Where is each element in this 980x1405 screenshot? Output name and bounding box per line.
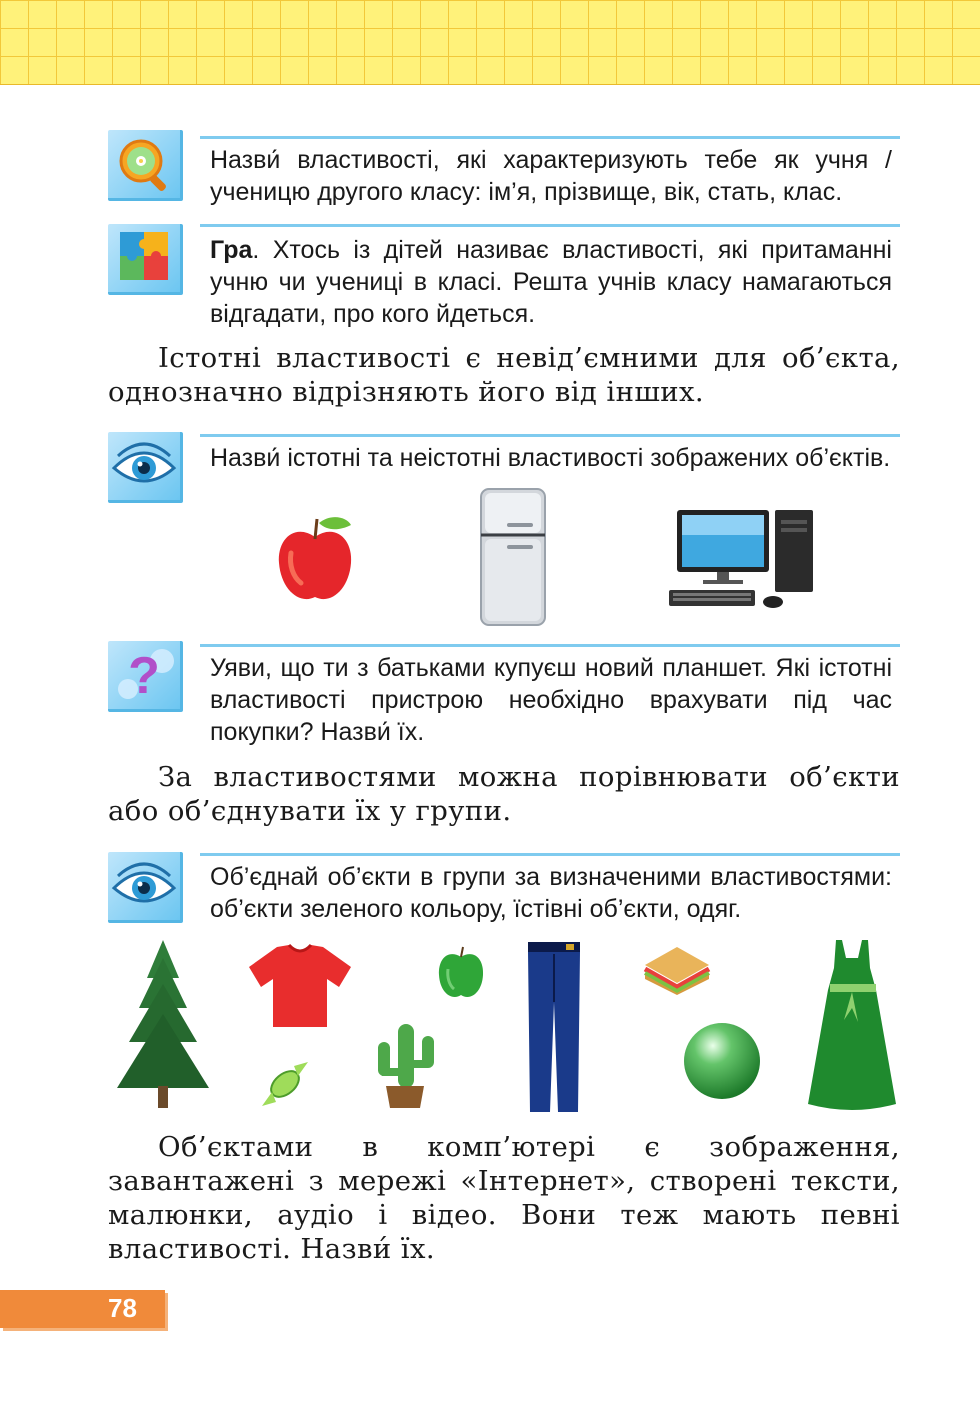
task-text-group-objects: Об’єднай об’єкти в групи за визначеними властивостями: об’єкти зеленого кольору, їстівні об’єкти, одяг. (210, 863, 892, 923)
task-text-tablet: Уяви, що ти з батьками купуєш новий планшет. Які істотні властивості пристрою необхідно врахувати під час покупки? Назви́ їх. (210, 654, 892, 746)
decorative-grid-header (0, 0, 980, 85)
green-apple-image (436, 945, 486, 1001)
page-number-tab (0, 1290, 165, 1328)
puzzle-icon (108, 224, 183, 295)
paragraph-computer-objects (108, 1130, 900, 1266)
question-icon (108, 641, 183, 712)
svg-text:?: ? (128, 647, 160, 705)
paragraph-essential-properties (108, 341, 900, 409)
task-rule-top (200, 644, 900, 647)
eye-icon (108, 432, 183, 503)
red-t-shirt-image (247, 943, 353, 1029)
sandwich-image (641, 943, 713, 995)
game-label: Гра (210, 236, 253, 264)
paragraph-compare-groups (108, 760, 900, 828)
computer-image (667, 508, 817, 614)
cactus-image (370, 1020, 440, 1110)
task-text-properties-of-student: Назви́ властивості, які характеризують тебе як учня / ученицю другого класу: ім’я, прізвище, вік, стать, клас. (210, 146, 892, 206)
trousers-image (526, 942, 582, 1114)
eye-icon (108, 852, 183, 923)
refrigerator-image (475, 487, 551, 629)
magnifier-icon (108, 130, 183, 201)
paragraph-essential-properties-text: Істотні властивості є невід’ємними для об’єкта, однозначно відрізняють його від інших. (108, 342, 900, 408)
task-rule-top (200, 136, 900, 139)
green-dress-image (806, 938, 898, 1116)
task-text-game (210, 234, 892, 330)
apple-image (275, 513, 355, 605)
game-description: . Хтось із дітей називає властивості, які притаманні учню чи учениці в класі. Решта учнів класу намагаються відгадати, про кого йдеться. (210, 236, 892, 328)
candy-image (258, 1058, 312, 1110)
page-number: 78 (108, 1293, 137, 1323)
fir-tree-image (113, 938, 213, 1112)
task-rule-bottom (200, 224, 900, 227)
task-rule-top (200, 434, 900, 437)
paragraph-computer-objects-text: Об’єктами в комп’ютері є зображення, завантажені з мережі «Інтернет», створені тексти, малюнки, аудіо і відео. Вони теж мають певні властивості. Назви́ їх. (108, 1131, 900, 1265)
task-text-essential-nonessential: Назви́ істотні та неістотні властивості зображених об’єктів. (210, 444, 891, 472)
green-ball-image (681, 1020, 763, 1102)
task-rule-top (200, 853, 900, 856)
paragraph-compare-groups-text: За властивостями можна порівнювати об’єкти або об’єднувати їх у групи. (108, 761, 900, 827)
